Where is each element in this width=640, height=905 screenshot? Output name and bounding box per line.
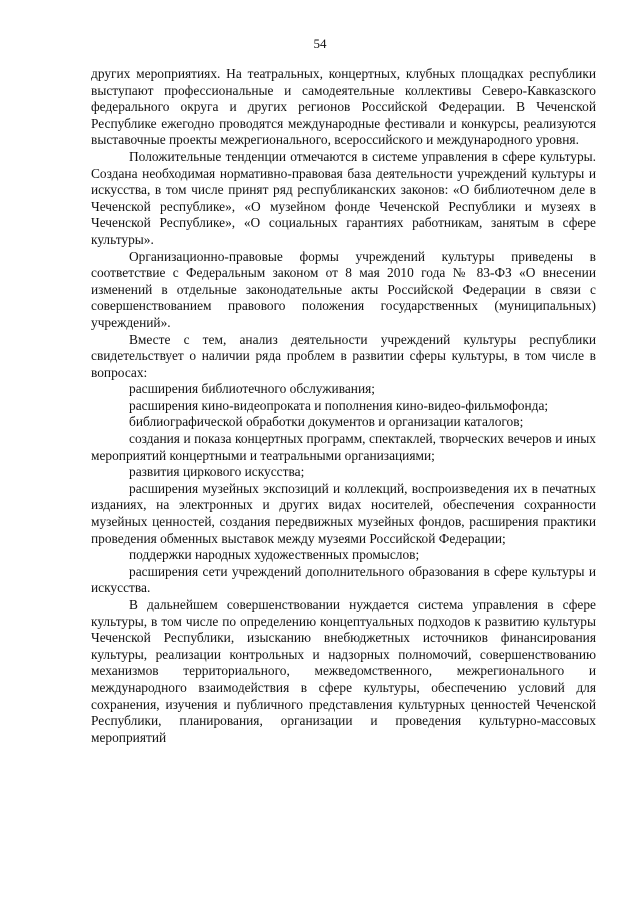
paragraph-further-improvement: В дальнейшем совершенствовании нуждается система управления в сфере культуры, в том числе по определению концептуальных подходов к развитию культуры Чеченской Республики, изысканию внебюджетных источников финансирования культуры, реализации контрольных и надзорных полномочий, совершенствованию механизмов территориального, межведомственного, межрегионального и международного взаимодействия в сфере культуры, обеспечению условий для сохранения, изучения и публичного представления культурных ценностей Чеченской Республики, планирования, организации и проведения культурно-массовых мероприятий: [91, 597, 596, 745]
list-item-bibliographic-processing: библиографической обработки документов и организации каталогов;: [129, 414, 524, 430]
document-body: [91, 66, 596, 746]
paragraph-problems-intro: Вместе с тем, анализ деятельности учреждений культуры республики свидетельствует о наличии ряда проблем в развитии сферы культуры, в том числе в вопросах:: [91, 331, 596, 380]
list-item-museum-expositions: расширения музейных экспозиций и коллекций, воспроизведения их в печатных изданиях, на электронных и других видах носителей, обеспечения сохранности музейных ценностей, создания передвижных музейных фондов, расширения практики проведения обменных выставок между музеями Российской Федерации;: [91, 480, 596, 546]
paragraph-legal-forms: Организационно-правовые формы учреждений культуры приведены в соответствие с Федеральным законом от 8 мая 2010 года № 83-ФЗ «О внесении изменений в отдельные законодательные акты Российской Федерации в связи с совершенствованием правового положения государственных (муниципальных) учреждений».: [91, 248, 596, 330]
list-item-education-network: расширения сети учреждений дополнительного образования в сфере культуры и искусства.: [91, 563, 596, 596]
list-item-library-service: расширения библиотечного обслуживания;: [129, 381, 375, 397]
list-item-concert-programs: создания и показа концертных программ, спектаклей, творческих вечеров и иных мероприятий концертными и театральными организациями;: [91, 431, 596, 463]
paragraph-management-trends: Положительные тенденции отмечаются в системе управления в сфере культуры. Создана необходимая нормативно-правовая база деятельности учреждений культуры и искусства, в том числе принят ряд республиканских законов: «О библиотечном деле в Чеченской республике», «О музейном фонде Чеченской Республики и музеях в Чеченской Республике», «О социальных гарантиях работникам, занятым в сфере культуры».: [91, 148, 596, 247]
paragraph-continuation: других мероприятиях. На театральных, концертных, клубных площадках республики выступают профессиональные и самодеятельные коллективы Северо-Кавказского федерального округа и других регионов Российской Федерации. В Чеченской Республике ежегодно проводятся международные фестивали и конкурсы, реализуются выставочные проекты межрегионального, всероссийского и международного уровня.: [91, 66, 596, 148]
page-number: 54: [313, 36, 327, 51]
list-item-film-rental: расширения кино-видеопроката и пополнения кино-видео-фильмофонда;: [129, 397, 549, 413]
list-item-circus-art: развития циркового искусства;: [129, 464, 305, 480]
list-item-folk-crafts: поддержки народных художественных промыслов;: [129, 547, 420, 563]
